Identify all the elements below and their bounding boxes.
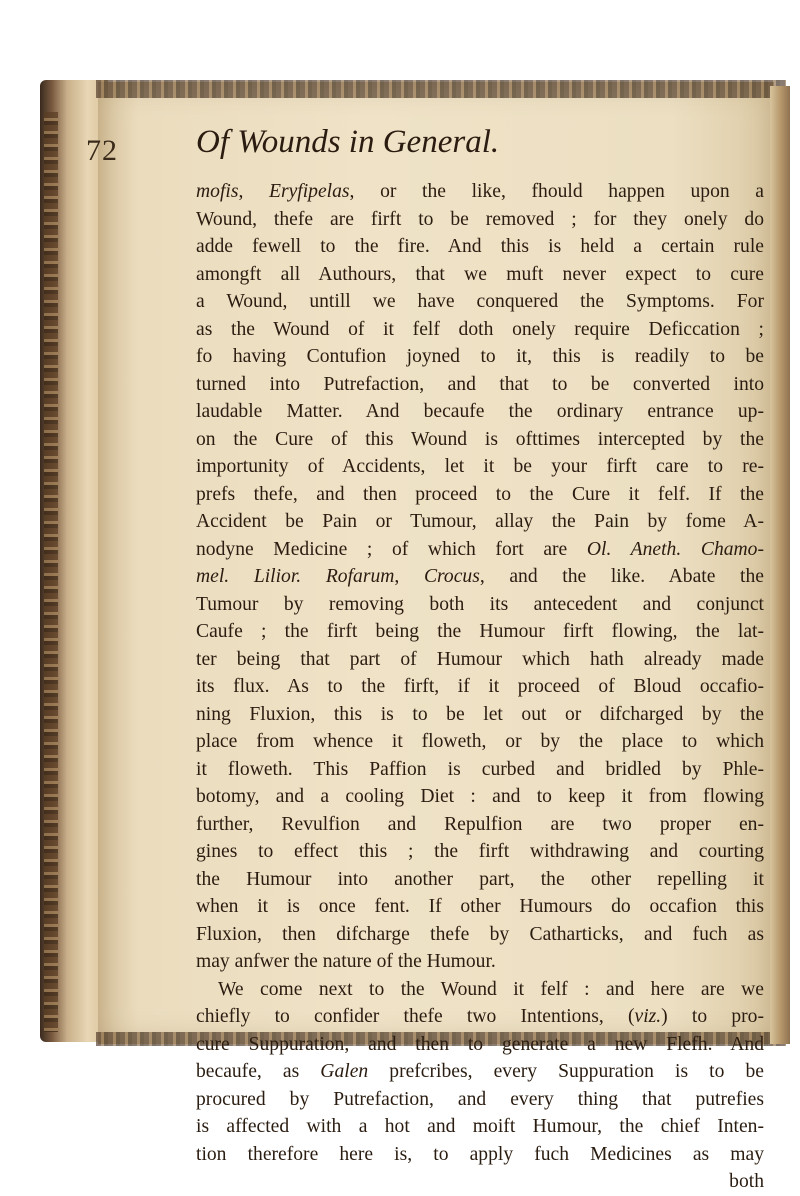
text-line: [196, 288, 764, 316]
text-line: [196, 426, 764, 454]
italic-text: mofis: [196, 181, 239, 202]
text-line: [196, 1003, 764, 1031]
text-segment: , or the like, fhould happen upon a: [349, 181, 764, 202]
text-segment: when it is once fent. If other Humours do occafion this: [196, 896, 764, 917]
text-segment: ) to pro-: [661, 1006, 764, 1027]
text-segment: Tumour by removing both its antecedent and conjunct: [196, 593, 764, 615]
text-line: [196, 866, 764, 894]
text-segment: may anfwer the nature of the Humour.: [196, 951, 496, 972]
text-segment: as the Wound of it felf doth onely require Deficcation ;: [196, 318, 764, 340]
text-segment: Accident be Pain or Tumour, allay the Pain by fome A-: [196, 511, 764, 532]
text-segment: it floweth. This Paffion is curbed and bridled by Phle-: [196, 758, 764, 780]
text-segment: on the Cure of this Wound is ofttimes intercepted by the: [196, 428, 764, 450]
text-segment: becaufe, as: [196, 1061, 321, 1082]
text-line: [196, 316, 764, 344]
text-segment: fo having Contufion joyned to it, this is readily to be: [196, 346, 764, 367]
text-segment: botomy, and a cooling Diet : and to keep it from flowing: [196, 786, 764, 807]
text-line: [196, 1086, 764, 1114]
text-segment: tion therefore here is, to apply fuch Medicines as may: [196, 1143, 764, 1165]
text-line: [196, 673, 764, 701]
text-segment: amongft all Authours, that we muft never expect to cure: [196, 263, 764, 285]
text-segment: cure Suppuration, and then to generate a new Flefh. And: [196, 1033, 764, 1055]
text-segment: ning Fluxion, this is to be let out or difcharged by the: [196, 703, 764, 725]
text-line: [196, 976, 764, 1004]
text-line: [196, 646, 764, 674]
text-line: [196, 453, 764, 481]
text-line: [196, 838, 764, 866]
text-segment: prefs thefe, and then proceed to the Cure it felf. If the: [196, 483, 764, 505]
text-line: [196, 1031, 764, 1059]
body-text: [196, 178, 764, 1196]
text-line: [196, 206, 764, 234]
text-segment: Fluxion, then difcharge thefe by Catharticks, and fuch as: [196, 923, 764, 945]
page-edges-top: [96, 80, 786, 98]
text-line: [196, 233, 764, 261]
text-line: [196, 948, 764, 976]
text-segment: prefcribes, every Suppuration is to be: [368, 1061, 764, 1082]
text-segment: is affected with a hot and moift Humour, the chief Inten-: [196, 1116, 764, 1137]
text-line: [196, 343, 764, 371]
italic-text: viz.: [634, 1006, 662, 1027]
text-segment: laudable Matter. And becaufe the ordinary entrance up-: [196, 401, 764, 422]
text-line: [196, 756, 764, 784]
text-line: [196, 1113, 764, 1141]
italic-text: Eryfipelas: [269, 181, 350, 202]
text-segment: further, Revulfion and Repulfion are two proper en-: [196, 813, 764, 835]
text-segment: chiefly to confider thefe two Intentions, (: [196, 1006, 635, 1027]
text-line: [196, 563, 764, 591]
italic-text: mel. Lilior. Rofarum: [196, 566, 395, 587]
text-line: [196, 893, 764, 921]
text-line: [196, 728, 764, 756]
running-head: Of Wounds in General.: [196, 124, 500, 160]
text-line: [196, 701, 764, 729]
text-line: [196, 508, 764, 536]
text-segment: a Wound, untill we have conquered the Symptoms. For: [196, 291, 764, 312]
text-segment: gines to effect this ; the firft withdrawing and courting: [196, 841, 764, 862]
text-line: [196, 618, 764, 646]
text-segment: importunity of Accidents, let it be your firft care to re-: [196, 456, 764, 477]
text-line: [196, 536, 764, 564]
text-line: [196, 178, 764, 206]
text-segment: place from whence it floweth, or by the place to which: [196, 731, 764, 752]
text-line: [196, 921, 764, 949]
text-line: [196, 811, 764, 839]
text-line: [196, 481, 764, 509]
text-line: [196, 1141, 764, 1169]
italic-text: Galen: [320, 1061, 369, 1082]
italic-text: Ol. Aneth. Chamo-: [586, 538, 765, 560]
text-line: [196, 1168, 764, 1196]
text-segment: both: [729, 1171, 764, 1192]
page-edges-left: [44, 112, 58, 1032]
page-edge-right: [770, 86, 790, 1044]
text-line: [196, 783, 764, 811]
text-segment: nodyne Medicine ; of which fort are: [196, 538, 587, 560]
text-segment: ,: [394, 566, 424, 587]
text-segment: Caufe ; the firft being the Humour firft flowing, the lat-: [196, 621, 764, 642]
text-segment: ,: [238, 181, 269, 202]
text-line: [196, 591, 764, 619]
italic-text: Crocus: [423, 566, 480, 587]
text-segment: ter being that part of Humour which hath already made: [196, 648, 764, 670]
text-segment: the Humour into another part, the other repelling it: [196, 868, 764, 890]
text-segment: We come next to the Wound it felf : and here are we: [218, 978, 764, 1000]
text-segment: adde fewell to the fire. And this is held a certain rule: [196, 236, 764, 257]
text-line: [196, 398, 764, 426]
text-segment: , and the like. Abate the: [479, 566, 764, 587]
text-segment: turned into Putrefaction, and that to be converted into: [196, 373, 764, 395]
text-segment: Wound, thefe are firft to be removed ; for they onely do: [196, 208, 764, 230]
text-segment: its flux. As to the firft, if it proceed of Bloud occafio-: [196, 676, 764, 697]
page-number: 72: [86, 134, 118, 167]
text-line: [196, 261, 764, 289]
text-line: [196, 371, 764, 399]
text-segment: procured by Putrefaction, and every thing that putrefies: [196, 1088, 764, 1110]
text-line: [196, 1058, 764, 1086]
